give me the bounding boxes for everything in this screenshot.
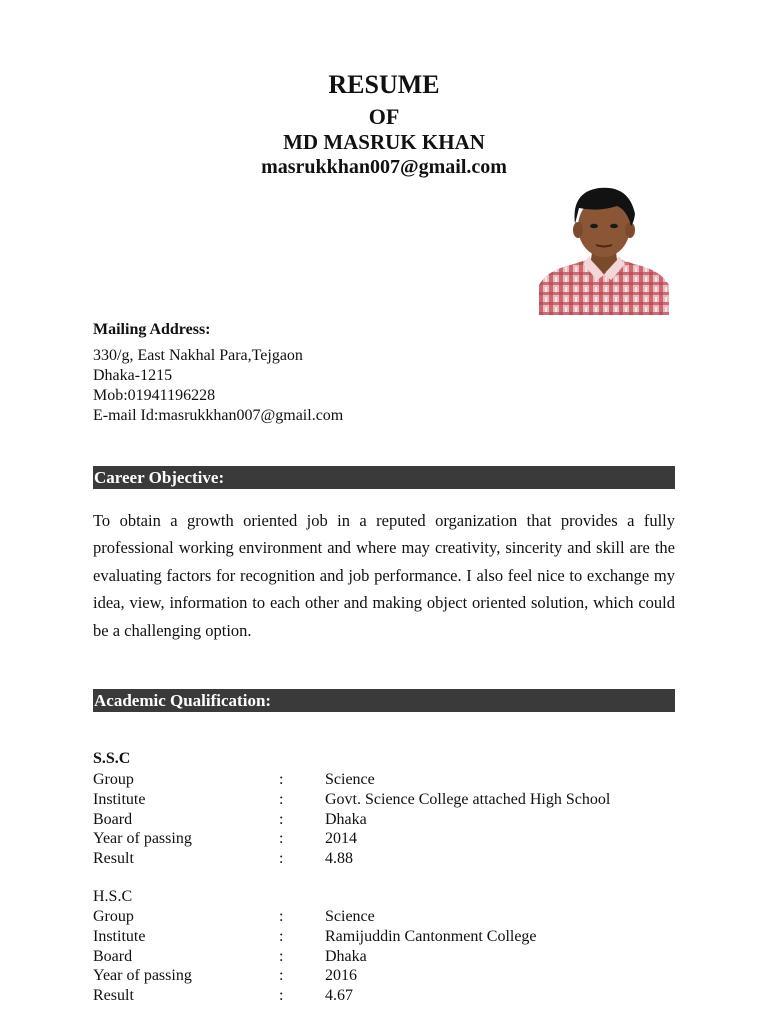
row-value: Science xyxy=(325,771,375,788)
row-separator: : xyxy=(279,948,284,965)
row-value: 4.67 xyxy=(325,987,353,1004)
hsc-title: H.S.C xyxy=(93,888,133,905)
resume-title: RESUME xyxy=(328,70,440,99)
ssc-row-board xyxy=(93,810,693,830)
row-value: Dhaka xyxy=(325,811,367,828)
row-label: Board xyxy=(93,811,133,828)
row-label: Result xyxy=(93,850,134,867)
mobile-number: Mob:01941196228 xyxy=(93,387,216,404)
row-value: Govt. Science College attached High School xyxy=(325,791,611,808)
career-objective-heading: Career Objective: xyxy=(93,466,675,489)
career-objective-text: To obtain a growth oriented job in a reputed organization that provides a fully professional working environment and where may creativity, sincerity and skill are the evaluating factors for recognition and job performance. I also feel nice to exchange my idea, view, information to each other and making object oriented solution, which could be a challenging option. xyxy=(93,511,675,640)
row-value: 4.88 xyxy=(325,850,353,867)
hsc-row-group xyxy=(93,907,693,927)
row-value: Dhaka xyxy=(325,948,367,965)
ssc-row-year xyxy=(93,829,693,849)
row-separator: : xyxy=(279,830,284,847)
row-separator: : xyxy=(279,908,284,925)
row-label: Board xyxy=(93,948,133,965)
row-separator: : xyxy=(279,928,284,945)
candidate-name: MD MASRUK KHAN xyxy=(283,130,485,154)
row-value: 2016 xyxy=(325,967,357,984)
ssc-row-result xyxy=(93,849,693,869)
resume-of-label: OF xyxy=(368,104,400,129)
row-label: Year of passing xyxy=(93,967,192,984)
candidate-email: masrukkhan007@gmail.com xyxy=(261,156,507,178)
row-separator: : xyxy=(279,967,284,984)
row-label: Group xyxy=(93,771,134,788)
hsc-row-result xyxy=(93,986,693,1006)
row-value: Science xyxy=(325,908,375,925)
address-line: 330/g, East Nakhal Para,Tejgaon xyxy=(93,347,303,364)
row-separator: : xyxy=(279,850,284,867)
academic-qualification-heading: Academic Qualification: xyxy=(93,689,675,712)
row-label: Institute xyxy=(93,791,146,808)
hsc-row-year xyxy=(93,966,693,986)
ssc-title: S.S.C xyxy=(93,750,131,767)
row-label: Group xyxy=(93,908,134,925)
row-separator: : xyxy=(279,811,284,828)
hsc-row-institute xyxy=(93,927,693,947)
address-city: Dhaka-1215 xyxy=(93,367,173,384)
row-label: Year of passing xyxy=(93,830,192,847)
mailing-address-heading: Mailing Address: xyxy=(93,321,211,338)
hsc-row-board xyxy=(93,947,693,967)
row-separator: : xyxy=(279,771,284,788)
row-value: 2014 xyxy=(325,830,357,847)
row-separator: : xyxy=(279,987,284,1004)
row-label: Result xyxy=(93,987,134,1004)
row-label: Institute xyxy=(93,928,146,945)
profile-photo xyxy=(539,182,669,315)
row-separator: : xyxy=(279,791,284,808)
ssc-row-institute xyxy=(93,790,693,810)
person-portrait-icon xyxy=(539,182,669,315)
ssc-row-group xyxy=(93,770,693,790)
row-value: Ramijuddin Cantonment College xyxy=(325,928,537,945)
email-line: E-mail Id:masrukkhan007@gmail.com xyxy=(93,407,344,424)
